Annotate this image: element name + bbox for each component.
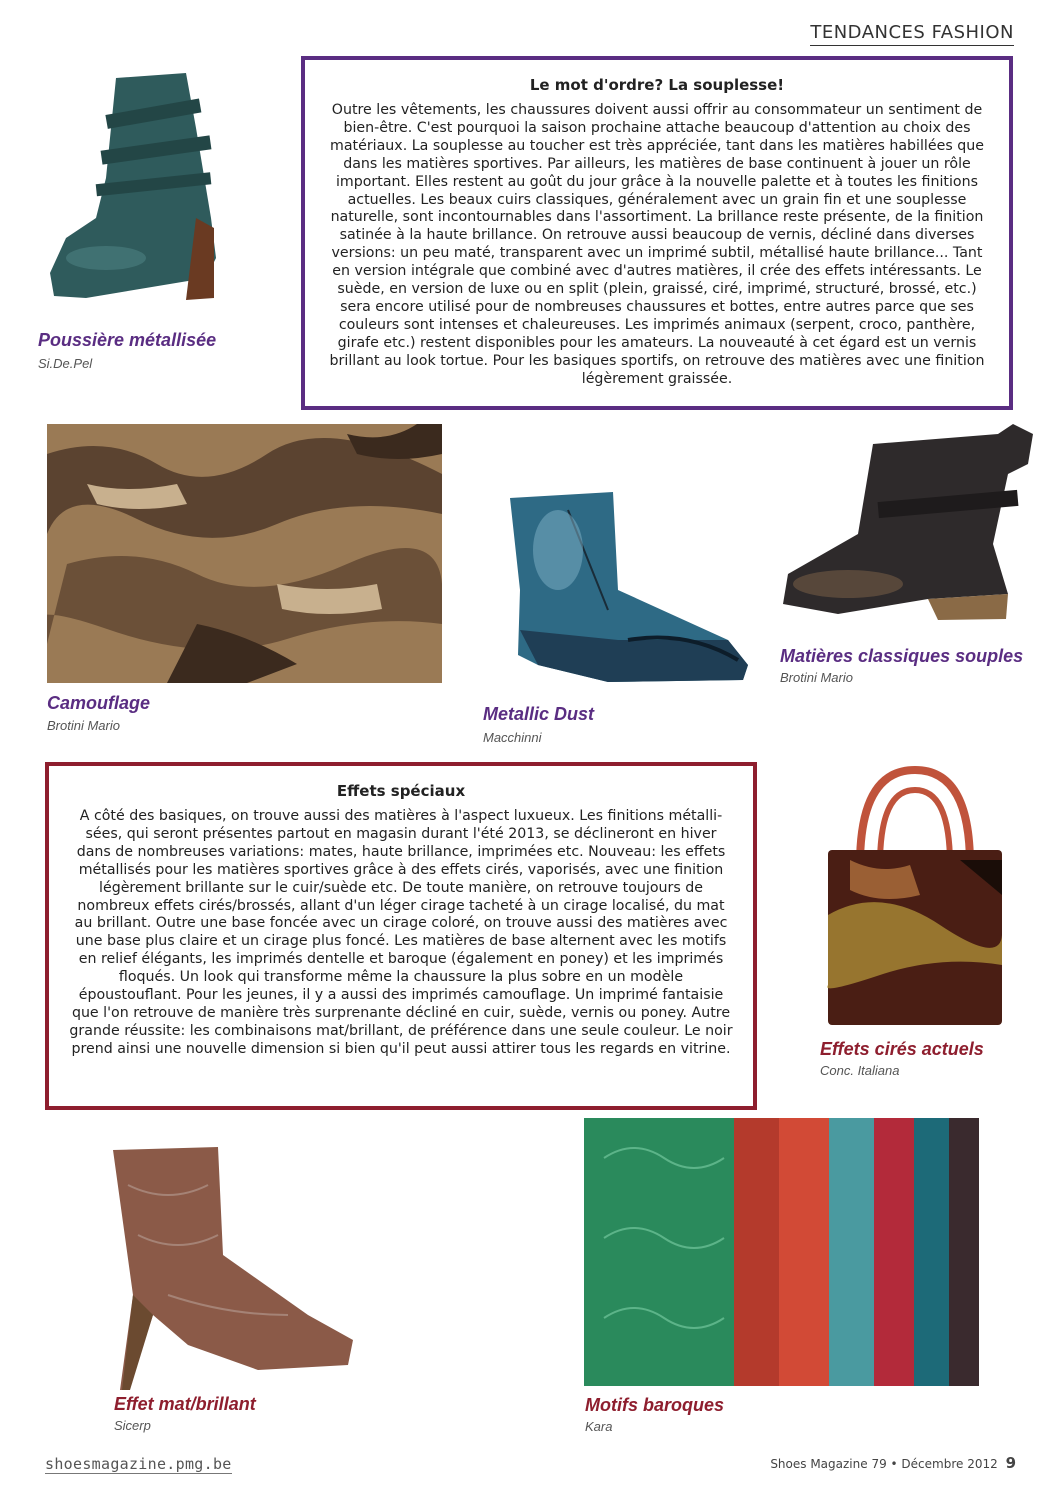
section-header: TENDANCES FASHION [810,22,1014,46]
caption-credit-macchinni: Macchinni [483,730,542,745]
photo-dark-brown-boot [778,424,1040,624]
caption-credit-sicerp: Sicerp [114,1418,151,1433]
caption-title-metallic-dust: Metallic Dust [483,704,595,724]
footer-issue [770,1454,1016,1472]
caption-title-effet-mat: Effet mat/brillant [114,1394,256,1414]
caption-credit-kara: Kara [585,1419,613,1434]
caption-credit-sidepel: Si.De.Pel [38,356,93,371]
photo-teal-boot [46,68,246,308]
photo-brown-suede-boot [108,1145,358,1390]
caption-title-matieres-classiques: Matières classiques souples [780,646,1024,666]
photo-metallic-blue-boot [498,490,750,690]
photo-camouflage-leather [47,424,442,683]
caption-credit-brotini-2: Brotini Mario [780,670,853,685]
caption-credit-conc-italiana: Conc. Italiana [820,1063,900,1078]
box-title-effets-speciaux: Effets spéciaux [336,782,466,800]
caption-title-effets-cires: Effets cirés actuels [820,1039,984,1059]
caption-title-motifs-baroques: Motifs baroques [585,1395,725,1415]
caption-title-camouflage: Camouflage [47,693,151,713]
caption-title-poussiere: Poussière métallisée [38,330,217,350]
photo-baroque-rolls [584,1118,979,1386]
footer-issue-text: Shoes Magazine 79 • Décembre 2012 [770,1457,998,1471]
box-body-effets-speciaux: A côté des basiques, on trouve aussi des matières à l'aspect luxueux. Les finitions métalli-sées, qui seront présentes partout en magasin durant l'été 2013, se déclineront en hiver dans de nombreuses variations: mates, haute brillance, imprimées etc. Nouveau: les effets métallisés pour les matières sportives grâce à des effets cirés, vaporisés, avec une finition légèrement brillante sur le cuir/suède etc. De toute manière, on retrouve toujours de nombreux effets cirés/brossés, allant d'un léger cirage tacheté à un cirage localisé, du mat au brillant. Outre une base foncée avec un cirage coloré, on trouve aussi des matières avec une base plus claire et un cirage plus foncé. Les matières de base alternent avec les motifs en relief élégants, les imprimés dentelle et baroque (également en poney) et les imprimés floqués. Un look qui transforme même la chaussure la plus sobre en un modèle époustouflant. Pour les jeunes, il y a aussi des imprimés camouflage. Un imprimé fantaisie que l'on retrouve de manière très surprenante décliné en cuir, suède, vernis ou poney. Autre grande réussite: les combinaisons mat/brillant, de préférence dans une seule couleur. Le noir prend ainsi une nouvelle dimension si bien qu'il peut aussi attirer tous les regards en vitrine. [69,808,733,1057]
article-box-souplesse [301,56,1013,410]
footer-website-link[interactable]: shoesmagazine.pmg.be [45,1455,232,1473]
article-box-effets-speciaux [45,762,757,1110]
box-body-souplesse: Outre les vêtements, les chaussures doivent aussi offrir au consommateur un sentiment de bien-être. C'est pourquoi la saison prochaine attache beaucoup d'attention au choix des matériaux. La souplesse au toucher est très appréciée, tant dans les matières habillées que dans les matières sportives. Par ailleurs, les matières de base continuent à jouer un rôle important. Elles restent au goût du jour grâce à la nouvelle palette et à toutes les finitions actuelles. Les beaux cuirs classiques, généralement avec un grain fin et une souplesse naturelle, sont incontournables dans l'assortiment. La brillance reste présente, de la finition satinée à la haute brillance. On retrouve aussi beaucoup de vernis, décliné dans diverses versions: un peu maté, transparent avec un imprimé subtil, métallisé haute brillance... Tant en version intégrale que combiné avec d'autres matières, il crée des effets intéressants. Le suède, en version de luxe ou en split (plein, graissé, ciré, imprimé, structuré, brossé, etc.) sera encore utilisé pour de nombreuses chaussures et bottes, entre autres parce que ses couleurs sont intenses et chaleureuses. Les imprimés animaux (serpent, croco, panthère, girafe etc.) restent disponibles pour les amateurs. La nouveauté à cet égard est un vernis brillant au look tortue. Pour les basiques sportifs, on retrouve des matières avec une finition légèrement graissée. [329,102,985,387]
box-title-souplesse: Le mot d'ordre? La souplesse! [529,76,785,94]
page-number: 9 [1005,1454,1016,1472]
caption-credit-brotini-1: Brotini Mario [47,718,120,733]
photo-handbag [820,765,1010,1030]
